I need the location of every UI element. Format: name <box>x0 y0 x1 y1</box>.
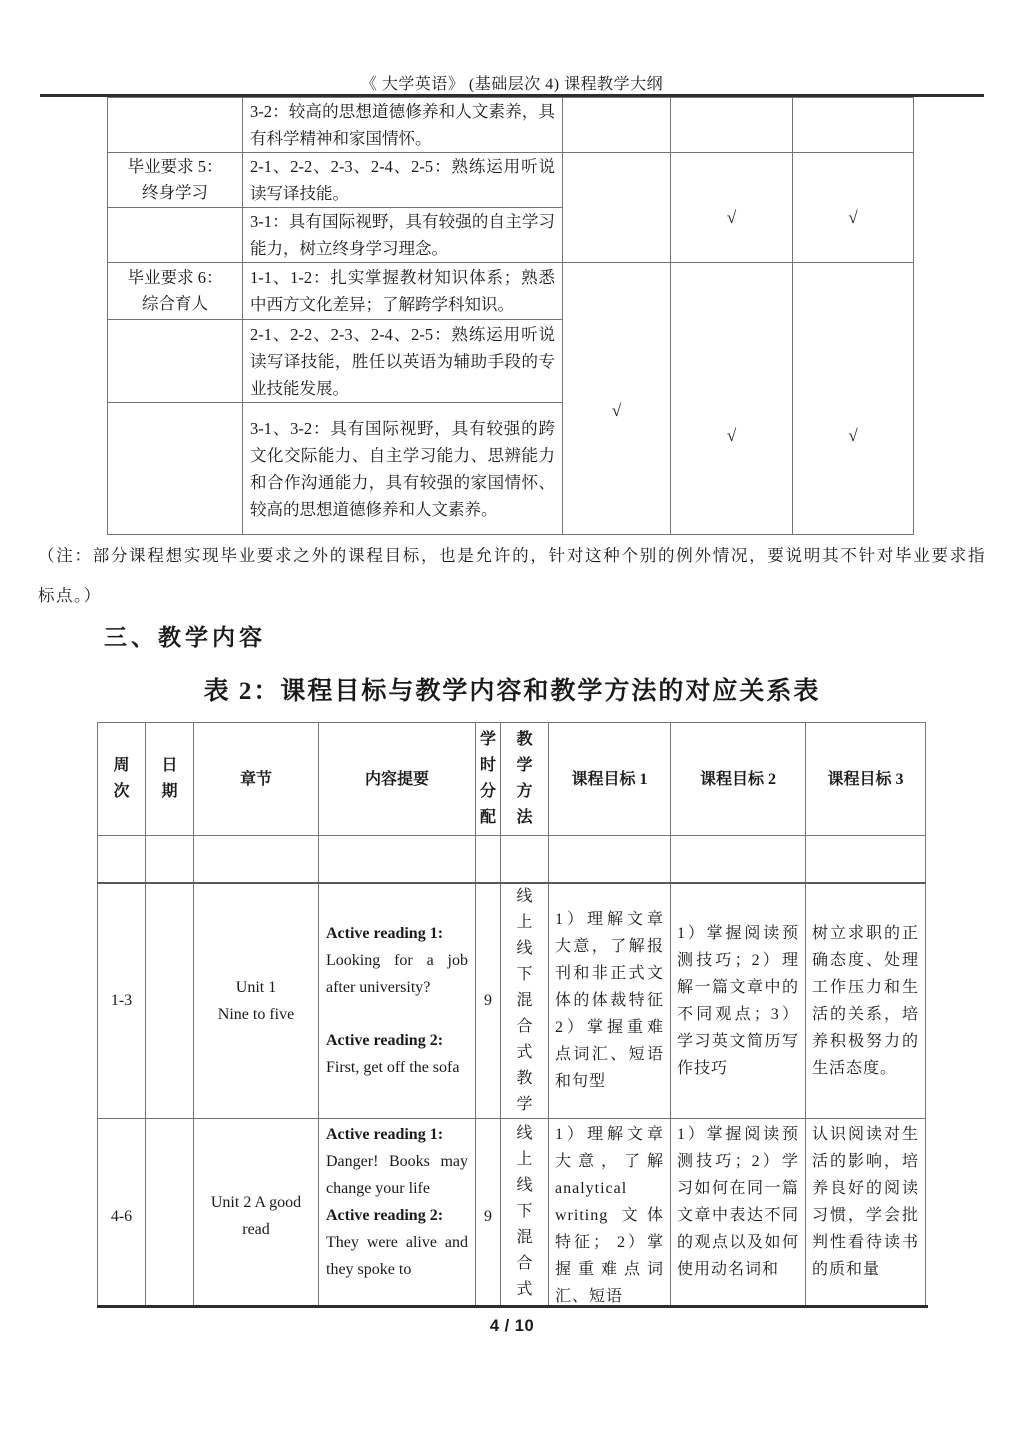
goal-check-cell <box>793 153 914 263</box>
schedule-table <box>97 722 926 1305</box>
header-cell-chapter: 章节 <box>194 723 319 836</box>
header-cell-objective3: 课程目标 3 <box>806 723 926 836</box>
date-cell <box>146 1119 194 1306</box>
reading-text: Danger! Books may change your life <box>326 1153 468 1197</box>
method-text: 线上线下混合式 <box>516 1125 533 1298</box>
empty-cell <box>476 836 501 883</box>
hours-cell: 9 <box>476 883 501 1119</box>
page-header-title: 《 大学英语》 (基础层次 4) 课程教学大纲 <box>360 76 664 93</box>
header-cell-hours: 学时分配 <box>476 723 501 836</box>
reading-text: First, get off the sofa <box>326 1059 460 1077</box>
objective1-cell: 1）理解文章大意，了解 analytical writing 文体特征； 2）掌握重难点词汇、短语 <box>549 1119 671 1306</box>
checkmark: √ <box>611 401 622 420</box>
hours-cell: 9 <box>476 1119 501 1306</box>
empty-cell <box>806 836 926 883</box>
requirement-cell <box>108 403 243 535</box>
objective2-cell: 1）掌握阅读预测技巧；2）学习如何在同一篇文章中表达不同的观点以及如何使用动名词和 <box>671 1119 806 1306</box>
reading-label: Active reading 2: <box>326 1207 444 1224</box>
objective3-cell: 认识阅读对生活的影响，培养良好的阅读习惯，学会批判性看待读书的质和量 <box>806 1119 926 1306</box>
goal-check-cell <box>671 263 793 535</box>
header-cell-objective2: 课程目标 2 <box>671 723 806 836</box>
empty-cell <box>146 836 194 883</box>
checkmark: √ <box>726 208 737 227</box>
indicator-cell: 2-1、2-2、2-3、2-4、2-5：熟练运用听说读写译技能，胜任以英语为辅助手段的专业技能发展。 <box>243 320 563 403</box>
empty-cell <box>98 836 146 883</box>
note-text: （注：部分课程想实现毕业要求之外的课程目标，也是允许的，针对这种个别的例外情况，要说明其不针对毕业要求指标点。） <box>38 546 986 605</box>
chapter-line: Unit 1 <box>235 978 277 996</box>
chapter-cell <box>194 883 319 1119</box>
chapter-cell <box>194 1119 319 1306</box>
empty-row <box>98 836 926 883</box>
summary-cell <box>319 883 476 1119</box>
empty-cell <box>319 836 476 883</box>
header-cell-method: 教学方法 <box>501 723 549 836</box>
chapter-line: Unit 2 A good read <box>210 1194 302 1238</box>
week-cell: 4-6 <box>98 1119 146 1306</box>
reading-text: Looking for a job after university? <box>326 952 468 997</box>
reading-label: Active reading 2: <box>326 1032 444 1050</box>
checkmark: √ <box>726 426 737 445</box>
empty-cell <box>549 836 671 883</box>
indicator-cell: 3-2：较高的思想道德修养和人文素养，具有科学精神和家国情怀。 <box>243 98 563 153</box>
table-row <box>108 153 914 208</box>
reading-text: They were alive and they spoke to <box>326 1234 468 1278</box>
empty-cell <box>194 836 319 883</box>
method-cell <box>501 1119 549 1306</box>
table-row <box>108 98 914 153</box>
goal-check-cell <box>793 263 914 535</box>
objective1-cell: 1）理解文章大意，了解报刊和非正式文体的体裁特征 2）掌握重难点词汇、短语和句型 <box>549 883 671 1119</box>
requirement-cell <box>108 153 243 208</box>
requirement-cell <box>108 263 243 320</box>
header-row <box>98 723 926 836</box>
indicator-cell: 1-1、1-2：扎实掌握教材知识体系；熟悉中西方文化差异；了解跨学科知识。 <box>243 263 563 320</box>
header-cell-summary: 内容提要 <box>319 723 476 836</box>
spacer <box>326 1001 468 1027</box>
page-number: 4 / 10 <box>489 1317 535 1335</box>
goal-check-cell <box>671 153 793 263</box>
reading-label: Active reading 1: <box>326 925 444 943</box>
section-heading: 三、教学内容 <box>104 625 266 650</box>
empty-cell <box>501 836 549 883</box>
page-break-cut-line <box>97 1305 928 1308</box>
header-cell-week: 周次 <box>98 723 146 836</box>
indicator-cell: 3-1：具有国际视野，具有较强的自主学习能力，树立终身学习理念。 <box>243 208 563 263</box>
checkmark: √ <box>848 208 858 227</box>
method-text: 线上线下混合式教学 <box>516 887 533 1113</box>
requirement-cell <box>108 320 243 403</box>
requirement-cell <box>108 98 243 153</box>
goal-check-cell <box>793 98 914 153</box>
checkmark: √ <box>848 426 858 445</box>
week-cell: 1-3 <box>98 883 146 1119</box>
summary-cell <box>319 1119 476 1306</box>
unit2-row <box>98 1119 926 1306</box>
empty-cell <box>671 836 806 883</box>
goal-check-cell <box>563 153 671 263</box>
graduation-requirements-table <box>107 97 914 535</box>
indicator-cell: 2-1、2-2、2-3、2-4、2-5：熟练运用听说读写译技能。 <box>243 153 563 208</box>
table-row <box>108 263 914 320</box>
goal-check-cell <box>563 263 671 535</box>
requirement-cell <box>108 208 243 263</box>
unit1-row <box>98 883 926 1119</box>
date-cell <box>146 883 194 1119</box>
requirement-label: 综合育人 <box>142 294 208 313</box>
objective3-cell: 树立求职的正确态度、处理工作压力和生活的关系，培养积极努力的生活态度。 <box>806 883 926 1119</box>
indicator-cell: 3-1、3-2：具有国际视野，具有较强的跨文化交际能力、自主学习能力、思辨能力和合作沟通能力，具有较强的家国情怀、较高的思想道德修养和人文素养。 <box>243 403 563 535</box>
goal-check-cell <box>563 98 671 153</box>
chapter-line: Nine to five <box>217 1005 295 1023</box>
table2-title: 表 2：课程目标与教学内容和教学方法的对应关系表 <box>203 678 821 705</box>
header-cell-objective1: 课程目标 1 <box>549 723 671 836</box>
requirement-label: 终身学习 <box>142 183 208 202</box>
objective2-cell: 1）掌握阅读预测技巧；2）理解一篇文章中的不同观点；3）学习英文简历写作技巧 <box>671 883 806 1119</box>
goal-check-cell <box>671 98 793 153</box>
requirement-label: 毕业要求 5： <box>127 157 223 176</box>
method-cell <box>501 883 549 1119</box>
reading-label: Active reading 1: <box>326 1126 444 1143</box>
header-cell-date: 日期 <box>146 723 194 836</box>
requirement-label: 毕业要求 6： <box>127 268 223 287</box>
schedule-table-region <box>97 722 928 1305</box>
